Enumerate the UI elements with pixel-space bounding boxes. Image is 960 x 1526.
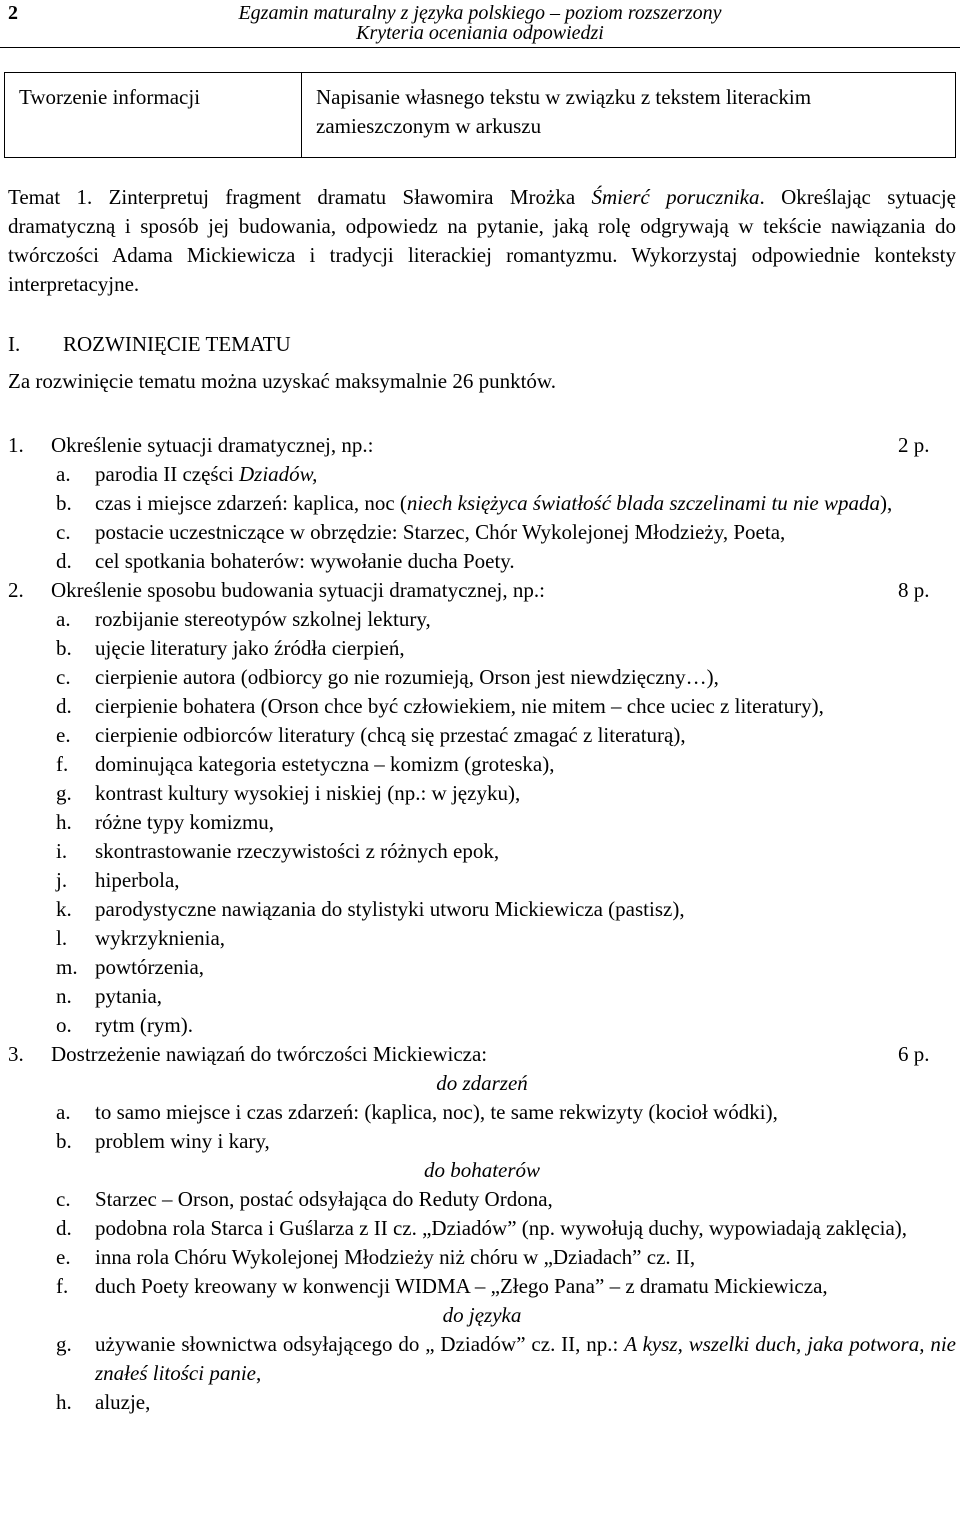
- list-item: [8, 547, 956, 576]
- item-text: [8, 489, 956, 518]
- header-rule: [0, 47, 960, 48]
- item-label: l.: [56, 926, 68, 950]
- section-number: I.: [8, 332, 21, 356]
- item-text: inna rola Chóru Wykolejonej Młodzieży niż chóru w „Dziadach” cz. II,: [95, 1245, 696, 1269]
- list-item: [8, 460, 956, 489]
- item-label: b.: [56, 1129, 72, 1153]
- subgroup-heading: [8, 1301, 956, 1330]
- list-item: [8, 663, 956, 692]
- list-item: [8, 1272, 956, 1301]
- item-label: g.: [56, 781, 72, 805]
- item-text: cierpienie odbiorców literatury (chcą się przestać zmagać z literaturą),: [95, 723, 686, 747]
- item-label: d.: [56, 1216, 72, 1240]
- item-text: cierpienie autora (odbiorcy go nie rozumieją, Orson jest niewdzięczny…),: [95, 665, 719, 689]
- criterion-title: Określenie sytuacji dramatycznej, np.:: [51, 433, 374, 457]
- item-text-part: czas i miejsce zdarzeń: kaplica, noc (: [95, 491, 407, 515]
- item-label: n.: [56, 984, 72, 1008]
- item-text: skontrastowanie rzeczywistości z różnych epok,: [95, 839, 500, 863]
- list-item: [8, 895, 956, 924]
- item-text: hiperbola,: [95, 868, 180, 892]
- topic-text-2: . Określając sytuację dramatyczną i sposób jej budowania, odpowiedz na pytanie, jaką rolę odgrywają w tekście nawiązania do twórczości Adama Mickiewicza i tradycji literackiej romantyzmu. Wykorzystaj odpowiednie konteksty interpretacyjne.: [8, 185, 957, 296]
- item-text: [8, 1330, 956, 1388]
- item-text: dominująca kategoria estetyczna – komizm (groteska),: [95, 752, 555, 776]
- item-text: różne typy komizmu,: [95, 810, 275, 834]
- item-label: e.: [56, 1245, 71, 1269]
- section-note: Za rozwinięcie tematu można uzyskać maksymalnie 26 punktów.: [8, 369, 556, 393]
- item-label: b.: [56, 636, 72, 660]
- list-item: [8, 953, 956, 982]
- topic-text-1: Zinterpretuj fragment dramatu Sławomira Mrożka: [108, 185, 592, 209]
- item-text: rozbijanie stereotypów szkolnej lektury,: [95, 607, 431, 631]
- list-item: [8, 1330, 956, 1388]
- list-item: [8, 634, 956, 663]
- criterion-title: Dostrzeżenie nawiązań do twórczości Mickiewicza:: [51, 1042, 488, 1066]
- item-text: rytm (rym).: [95, 1013, 193, 1037]
- criterion-points: 2 p.: [898, 433, 930, 457]
- item-text-part: parodia II części: [95, 462, 239, 486]
- list-item: [8, 982, 956, 1011]
- criterion-points: 8 p.: [898, 578, 930, 602]
- item-text: cel spotkania bohaterów: wywołanie ducha Poety.: [95, 549, 515, 573]
- list-item: [8, 779, 956, 808]
- item-text: postacie uczestniczące w obrzędzie: Starzec, Chór Wykolejonej Młodzieży, Poeta,: [95, 520, 786, 544]
- list-item: [8, 750, 956, 779]
- item-text: Starzec – Orson, postać odsyłająca do Reduty Ordona,: [95, 1187, 553, 1211]
- item-label: m.: [56, 955, 78, 979]
- item-text: kontrast kultury wysokiej i niskiej (np.: w języku),: [95, 781, 521, 805]
- section-title: ROZWINIĘCIE TEMATU: [63, 332, 291, 356]
- item-label: c.: [56, 520, 71, 544]
- list-item: [8, 1011, 956, 1040]
- item-text: pytania,: [95, 984, 163, 1008]
- item-text: aluzje,: [95, 1390, 151, 1414]
- topic-prefix: Temat 1.: [8, 185, 93, 209]
- subgroup-heading-text: do bohaterów: [423, 1158, 541, 1182]
- criterion-number: 1.: [8, 433, 24, 457]
- item-label: f.: [56, 752, 69, 776]
- item-label: b.: [56, 491, 72, 515]
- criterion-1: [8, 431, 956, 460]
- info-table: [4, 72, 956, 158]
- subgroup-heading: [8, 1156, 956, 1185]
- criterion-3: [8, 1040, 956, 1069]
- list-item: [8, 1098, 956, 1127]
- item-label: a.: [56, 1100, 71, 1124]
- list-item: [8, 1185, 956, 1214]
- item-text-part: używanie słownictwa odsyłającego do „ Dziadów” cz. II, np.:: [95, 1332, 625, 1356]
- page-number: 2: [8, 2, 18, 24]
- item-label: h.: [56, 1390, 72, 1414]
- subgroup-heading: [8, 1069, 956, 1098]
- list-item: [8, 489, 956, 518]
- item-text: podobna rola Starca i Guślarza z II cz. „Dziadów” (np. wywołują duchy, wypowiadają zaklęcia),: [95, 1216, 908, 1240]
- list-item: [8, 924, 956, 953]
- item-label: h.: [56, 810, 72, 834]
- header-line-1: Egzamin maturalny z języka polskiego – poziom rozszerzony: [238, 2, 722, 24]
- item-label: o.: [56, 1013, 72, 1037]
- criterion-number: 3.: [8, 1042, 24, 1066]
- item-text: to samo miejsce i czas zdarzeń: (kaplica, noc), te same rekwizyty (kocioł wódki),: [95, 1100, 778, 1124]
- list-item: [8, 1243, 956, 1272]
- item-label: a.: [56, 607, 71, 631]
- item-italic-part: Dziadów,: [239, 462, 318, 486]
- item-label: i.: [56, 839, 68, 863]
- topic-work-title: Śmierć porucznika: [591, 185, 760, 209]
- item-text-part: ,: [256, 1361, 262, 1385]
- list-item: [8, 837, 956, 866]
- item-label: e.: [56, 723, 71, 747]
- header-line-2: Kryteria oceniania odpowiedzi: [356, 22, 604, 44]
- item-text: [8, 460, 956, 489]
- topic-statement: [8, 183, 956, 299]
- item-text-part: ),: [879, 491, 893, 515]
- list-item: [8, 866, 956, 895]
- item-label: c.: [56, 1187, 71, 1211]
- list-item: [8, 518, 956, 547]
- criterion-title: Określenie sposobu budowania sytuacji dramatycznej, np.:: [51, 578, 545, 602]
- item-text: duch Poety kreowany w konwencji WIDMA – „Złego Pana” – z dramatu Mickiewicza,: [95, 1274, 828, 1298]
- section-heading: [8, 330, 291, 359]
- list-item: [8, 1214, 956, 1243]
- subgroup-heading-text: do języka: [442, 1303, 522, 1327]
- subgroup-heading-text: do zdarzeń: [436, 1071, 528, 1095]
- item-label: k.: [56, 897, 72, 921]
- criterion-points: 6 p.: [898, 1042, 930, 1066]
- item-label: j.: [56, 868, 68, 892]
- list-item: [8, 692, 956, 721]
- list-item: [8, 808, 956, 837]
- list-item: [8, 605, 956, 634]
- info-cell-category: Tworzenie informacji: [5, 73, 302, 158]
- item-italic-part: A kysz, wszelki duch, jaka potwora, nie znałeś litości panie: [95, 1332, 956, 1385]
- item-italic-part: niech księżyca światłość blada szczelinami tu nie wpada: [406, 491, 880, 515]
- list-item: [8, 1388, 956, 1417]
- item-label: d.: [56, 694, 72, 718]
- criterion-2: [8, 576, 956, 605]
- item-label: c.: [56, 665, 71, 689]
- info-cell-description: Napisanie własnego tekstu w związku z tekstem literackim zamieszczonym w arkuszu: [302, 73, 956, 158]
- item-label: g.: [56, 1332, 72, 1356]
- list-item: [8, 1127, 956, 1156]
- item-text: wykrzyknienia,: [95, 926, 226, 950]
- criterion-number: 2.: [8, 578, 24, 602]
- item-text: ujęcie literatury jako źródła cierpień,: [95, 636, 405, 660]
- item-label: d.: [56, 549, 72, 573]
- item-text: cierpienie bohatera (Orson chce być człowiekiem, nie mitem – chce uciec z literatury),: [95, 694, 824, 718]
- list-item: [8, 721, 956, 750]
- item-text: powtórzenia,: [95, 955, 205, 979]
- item-text: problem winy i kary,: [95, 1129, 270, 1153]
- item-label: f.: [56, 1274, 69, 1298]
- criteria-list: [8, 431, 956, 1417]
- item-label: a.: [56, 462, 71, 486]
- item-text: parodystyczne nawiązania do stylistyki utworu Mickiewicza (pastisz),: [95, 897, 685, 921]
